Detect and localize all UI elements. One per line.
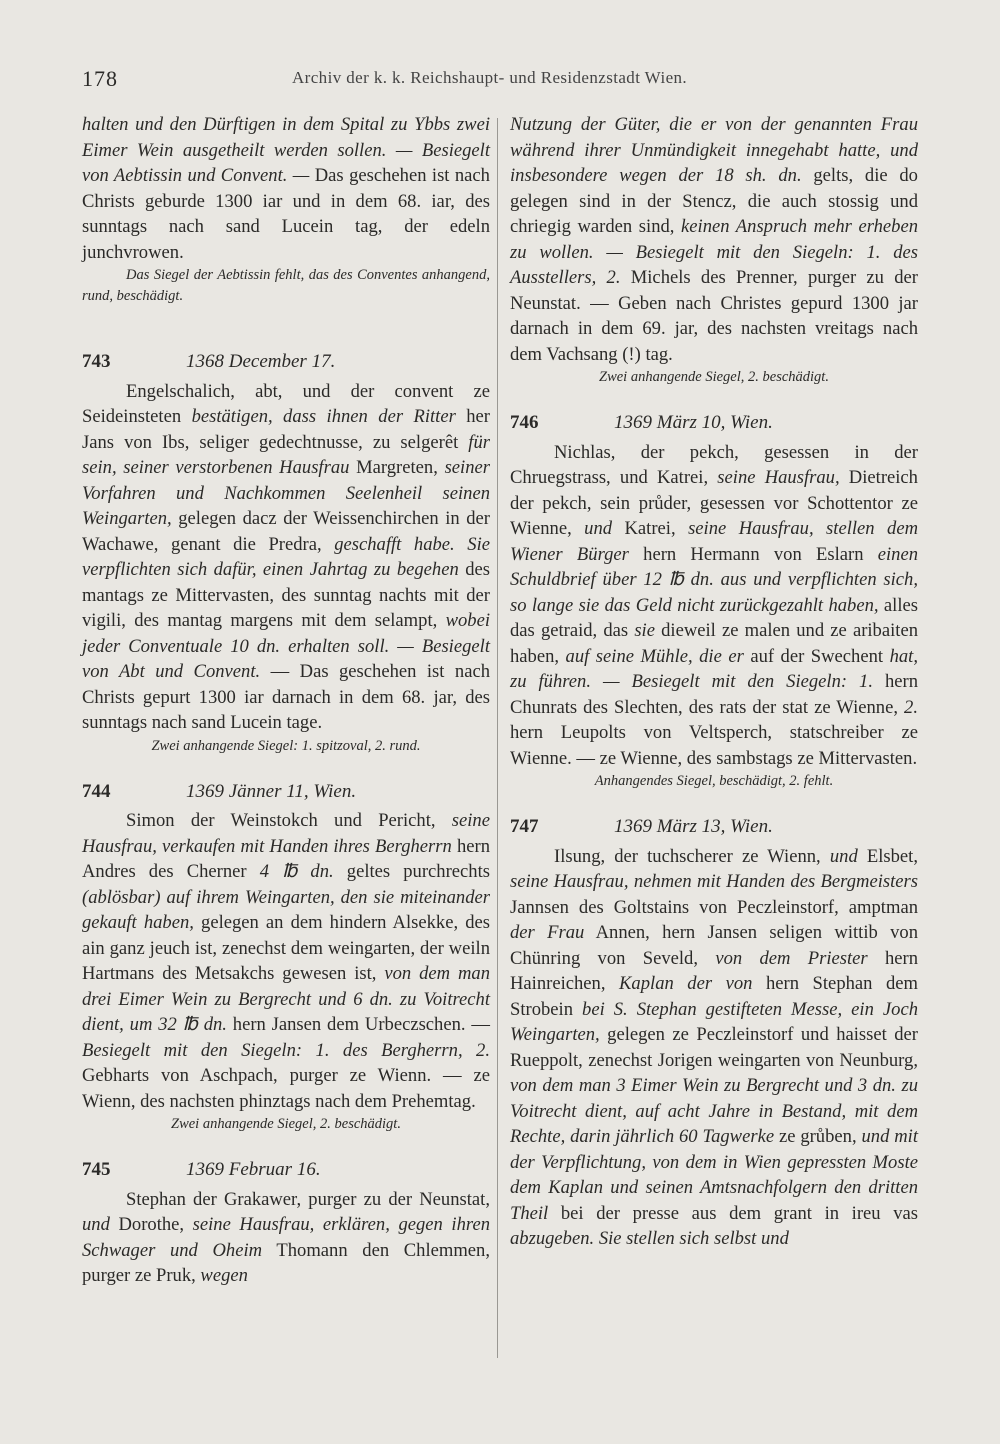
text-italic: halten und den Dürftigen in dem Spital zu Ybbs zwei Eimer Wein ausgetheilt werden sollen. — Besiegelt von Aebtissin und Convent. — [82,114,490,186]
entry-746-header [510,410,918,436]
entry-date: 1369 Februar 16. [186,1159,321,1180]
text-italic: Besiegelt mit den Siegeln: 1. des Bergherrn, 2. [82,1039,490,1061]
entry-747-header [510,814,918,840]
text-italic: und [829,845,858,867]
text-roman: her Jans von Ibs, seliger gedechtnusse, zu selgerêt [82,406,490,453]
text-roman: Annen, hern Jansen seligen wittib von Chünring von Seveld, [510,922,919,969]
entry-746-text [510,440,918,772]
text-roman: hern Andres des Cherner [82,835,490,882]
text-roman: Katrei, [612,518,689,539]
right-column [510,112,918,1252]
text-roman: hern Jansen dem Urbeczschen. — [226,1014,490,1035]
text-roman: Simon der Weinstokch und Pericht, [126,810,452,831]
text-roman: auf der Swechent [743,645,890,667]
text-italic: wegen [200,1265,248,1286]
spacer [82,307,490,327]
text-roman: Margreten, [349,457,445,478]
text-roman: hern Stephan dem Strobein [510,973,918,1020]
entry-747-text [510,844,918,1252]
text-roman: Das geschehen ist nach Christs geburde 1300 iar und in dem 68. iar, des sunntags nach sand Lucein tag, der edeln junchvrowen. [82,165,490,263]
text-roman: hern Chunrats des Slechten, des rats der stat ze Wienne, [510,671,918,718]
entry-743-header [82,349,490,375]
text-roman: gelegen an dem hindern Alsekke, des ain ganz jeuch ist, zenechst dem weingarten, der weiln Hartmans des Metsakchs gewesen ist, [82,912,491,984]
entry-date: 1368 December 17. [186,351,336,372]
text-italic: geschafft habe. Sie verpflichten sich dafür, einen Jahrtag zu begehen [82,533,490,580]
text-roman: Elsbet, [857,845,918,867]
entry-745-header [82,1157,490,1183]
entry-number: 743 [82,351,111,372]
entry-number: 747 [510,816,539,837]
text-roman: — Das geschehen ist nach Christs gepurt 1300 iar darnach in dem 68. jar, des sunntags nach sand Lucein tage. [82,661,491,733]
text-roman: dieweil ze malen und ze aribaiten haben, [510,620,918,667]
seal-note: Zwei anhangende Siegel, 2. beschädigt. [599,369,829,385]
text-roman: Dietreich der pekch, sein průder, gesessen vor Schottentor ze Wienne, [510,467,918,539]
text-italic: von dem Priester [715,947,868,969]
text-italic: und [584,518,613,539]
text-italic: seine Hausfrau, verkaufen mit Handen ihres Bergherrn [82,810,490,857]
text-italic: hat, zu führen. — Besiegelt mit den Siegeln: 1. [510,645,918,692]
text-roman: Thomann den Chlemmen, purger ze Pruk, [82,1239,490,1286]
continuation-text [510,112,918,367]
text-roman: Jannsen des Goltstains von Peczleinstorf, amptman [510,896,918,918]
entry-number: 745 [82,1159,111,1180]
text-italic: sie [634,620,655,641]
entry-745-text [82,1187,490,1289]
text-roman: gelts, die do gelegen sind in der Stencz, die auch stossig und chriegig warden sind, [510,165,918,237]
text-italic: bestätigen, dass ihnen der Ritter [191,406,456,427]
entry-date: 1369 März 13, Wien. [614,816,773,837]
text-italic: einen Schuldbrief über 12 ℔ dn. aus und verpflichten sich, so lange sie das Geld nicht zurückgezahlt haben, [510,543,918,616]
text-italic: 2. [904,696,918,718]
text-roman: Ilsung, der tuchscherer ze Wienn, [554,845,830,867]
text-roman: des mantags ze Mittervasten, des sunntag nachts mit der vigili, des mantag margens mit dem selampt, [82,559,491,631]
text-italic: und [82,1214,110,1235]
text-italic: abzugeben. Sie stellen sich selbst und [510,1228,789,1249]
text-italic: auf seine Mühle, die er [565,645,744,667]
text-italic: seine Hausfrau, nehmen mit Handen des Bergmeisters [510,871,918,892]
text-italic: und mit der Verpflichtung, von dem in Wien gepressten Moste dem Kaplan und seinen Amtsnachfolgern den dritten Theil [510,1126,918,1224]
text-italic: für sein, seiner verstorbenen Hausfrau [82,431,490,478]
running-title: Archiv der k. k. Reichshaupt- und Residenzstadt Wien. [292,68,688,87]
text-roman: Michels des Prenner, purger zu der Neunstat. — Geben nach Christes gepurd 1300 jar darnach in dem 69. jar, des nachsten vreitags nach dem Vachsang (!) tag. [510,267,918,365]
seal-note: Zwei anhangende Siegel, 2. beschädigt. [171,1116,401,1132]
text-roman: Gebharts von Aschpach, purger ze Wienn. — ze Wienn, des nachsten phinztags nach dem Prehemtag. [82,1065,490,1112]
left-column [82,112,490,1289]
text-roman: bei der presse aus dem grant in ireu vas [548,1202,918,1224]
continuation-text [82,112,490,265]
entry-number: 746 [510,412,539,433]
text-roman: geltes purchrechts [333,861,490,882]
seal-note: Zwei anhangende Siegel: 1. spitzoval, 2. rund. [151,737,421,754]
text-italic: seiner Vorfahren und Nachkommen Seelenheil seinen Weingarten, [82,457,491,529]
seal-note: Das Siegel der Aebtissin fehlt, das des Conventes anhangend, rund, beschädigt. [82,267,490,304]
text-italic: bei S. Stephan gestifteten Messe, ein Joch Weingarten, [510,998,918,1045]
entry-date: 1369 Jänner 11, Wien. [186,780,357,802]
text-italic: von dem man drei Eimer Wein zu Bergrecht und 6 dn. zu Voitrecht dient, um 32 ℔ dn. [82,963,490,1035]
text-roman: gelegen ze Peczleinstorf und haisset der Rueppolt, zenechst Jorigen weingarten von Neunburg, [510,1024,918,1071]
text-roman: Dorothe, [109,1214,193,1235]
column-divider [497,118,498,1358]
entry-744-text [82,808,490,1114]
text-roman: alles das getraid, das [510,594,918,641]
entry-743-text [82,379,490,736]
text-italic: seine Hausfrau, stellen dem Wiener Bürger [510,518,919,565]
text-roman: Stephan der Grakawer, purger zu der Neunstat, [126,1188,490,1210]
text-italic: Nutzung der Güter, die er von der genannten Frau während ihrer Unmündigkeit innegehabt hatte, und insbesondere wegen der 18 sh. dn. [510,114,918,186]
entry-date: 1369 März 10, Wien. [614,412,773,433]
text-italic: (ablösbar) auf ihrem Weingarten, den sie miteinander gekauft haben, [82,886,490,933]
seal-note: Anhangendes Siegel, beschädigt, 2. fehlt. [594,773,834,789]
page-header [82,66,934,96]
text-italic: der Frau [510,922,585,943]
text-italic: keinen Anspruch mehr erheben zu wollen. — Besiegelt mit den Siegeln: 1. des Ausstellers, 2. [510,216,918,288]
text-italic: seine Hausfrau, erklären, gegen ihren Schwager und Oheim [82,1214,490,1261]
text-italic: seine Hausfrau, [717,467,840,488]
text-roman: gelegen dacz der Weissenchirchen in der Wachawe, genant die Predra, [82,508,490,555]
text-roman: Engelschalich, abt, und der convent ze Seideinsteten [82,380,490,427]
entry-number: 744 [82,780,111,802]
entry-744-header [82,779,490,805]
text-italic: von dem man 3 Eimer Wein zu Bergrecht und 3 dn. zu Voitrecht dient, auf acht Jahre in Bestand, mit dem Rechte, darin jährlich 60 Tagwerke [510,1075,918,1147]
text-italic: Kaplan der von [619,973,753,994]
text-roman: hern Hermann von Eslarn [628,543,878,565]
text-italic: wobei jeder Conventuale 10 dn. erhalten soll. — Besiegelt von Abt und Convent. [82,610,490,682]
text-roman: hern Leupolts von Veltsperch, statschreiber ze Wienne. — ze Wienne, des sambstags ze Mittervasten. [510,722,918,769]
text-italic: 4 ℔ dn. [259,861,334,882]
page-number: 178 [82,66,118,91]
text-roman: ze grůben, [774,1126,862,1147]
text-roman: Nichlas, der pekch, gesessen in der Chruegstrass, und Katrei, [510,441,918,488]
text-roman: hern Hainreichen, [510,947,918,994]
